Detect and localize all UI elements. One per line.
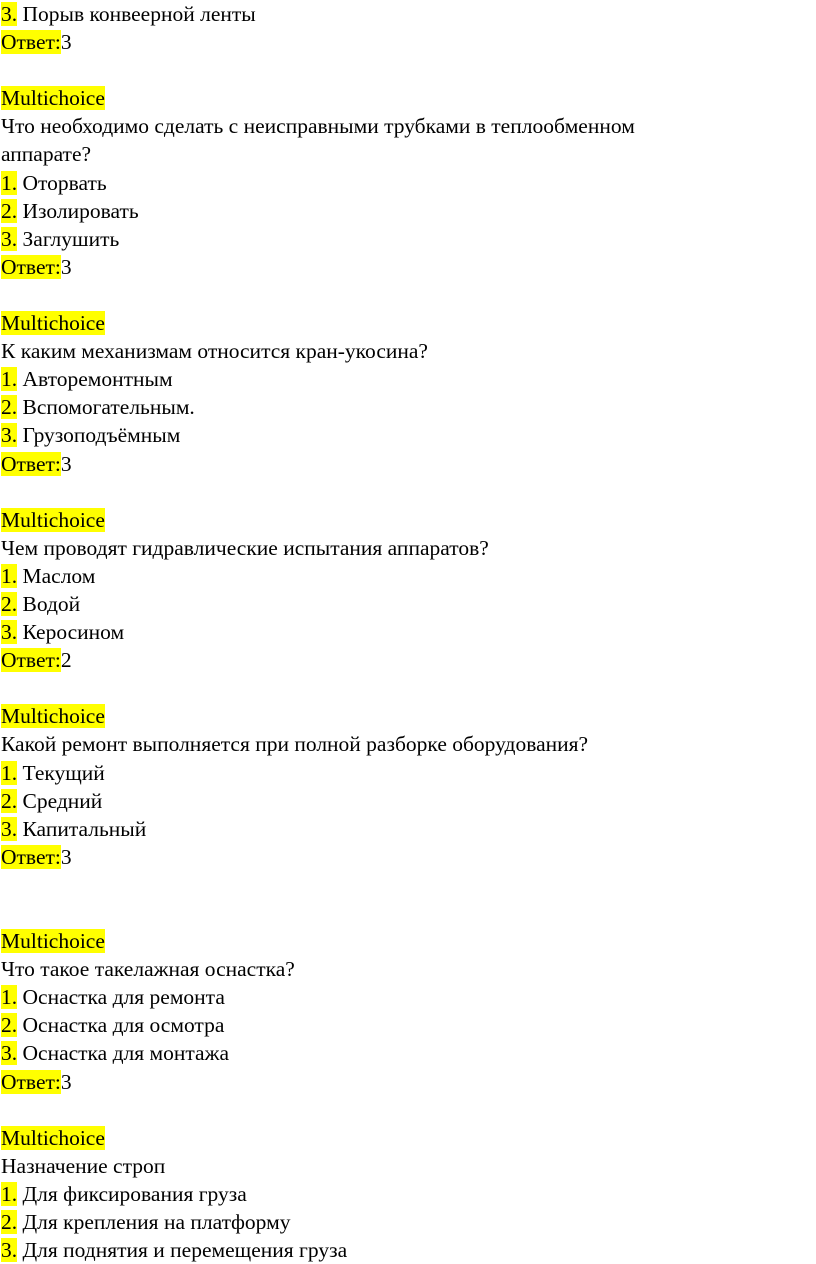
- question-block: [1, 506, 816, 675]
- option-text: Средний: [17, 788, 103, 813]
- option-text: Оторвать: [17, 170, 107, 195]
- question-block: [1, 702, 816, 871]
- answer-label: Ответ:: [1, 1069, 61, 1094]
- option-number: 1.: [1, 760, 18, 785]
- question-type-line: [1, 702, 816, 730]
- option-line: [1, 1011, 816, 1039]
- option-text: Текущий: [17, 760, 105, 785]
- answer-value: 3: [60, 254, 72, 279]
- option-line: [1, 169, 816, 197]
- option-line: [1, 590, 816, 618]
- option-number: 2.: [1, 198, 18, 223]
- answer-label: Ответ:: [1, 30, 61, 55]
- spacer: [1, 1096, 816, 1124]
- spacer: [1, 674, 816, 702]
- question-type-line: [1, 1124, 816, 1152]
- option-line: [1, 1208, 816, 1236]
- option-text: Оснастка для ремонта: [17, 985, 225, 1010]
- option-text: Водой: [17, 591, 81, 616]
- answer-line: [1, 843, 816, 871]
- option-line: [1, 759, 816, 787]
- option-number: 3.: [1, 1041, 18, 1066]
- question-text: аппарате?: [1, 142, 92, 167]
- spacer: [1, 478, 816, 506]
- option-number: 2.: [1, 1013, 18, 1038]
- option-text: Заглушить: [17, 226, 120, 251]
- option-line: [1, 365, 816, 393]
- question-text: Назначение строп: [1, 1153, 166, 1178]
- answer-value: 3: [60, 30, 72, 55]
- question-block: [1, 1124, 816, 1264]
- option-line: [1, 197, 816, 225]
- option-number: 3.: [1, 423, 18, 448]
- option-text: Авторемонтным: [17, 367, 173, 392]
- answer-line: [1, 646, 816, 674]
- answer-value: 3: [60, 451, 72, 476]
- answer-line: [1, 1068, 816, 1096]
- option-number: 2.: [1, 591, 18, 616]
- option-text: Изолировать: [17, 198, 139, 223]
- answer-label: Ответ:: [1, 648, 61, 673]
- option-line: [1, 618, 816, 646]
- answer-label: Ответ:: [1, 844, 61, 869]
- spacer: [1, 56, 816, 84]
- question-block: [1, 309, 816, 478]
- option-number: 1.: [1, 563, 18, 588]
- answer-value: 3: [60, 844, 72, 869]
- option-text: Вспомогательным.: [17, 395, 195, 420]
- option-line: [1, 225, 816, 253]
- option-line: [1, 1180, 816, 1208]
- option-line: [1, 393, 816, 421]
- answer-line: [1, 450, 816, 478]
- option-text: Маслом: [17, 563, 96, 588]
- question-text: К каким механизмам относится кран-укосина?: [1, 339, 428, 364]
- answer-line: [1, 28, 816, 56]
- question-type-label: Multichoice: [1, 311, 105, 336]
- option-number: 3.: [1, 816, 18, 841]
- question-text: Какой ремонт выполняется при полной разборке оборудования?: [1, 732, 589, 757]
- question-type-line: [1, 506, 816, 534]
- option-text: Для крепления на платформу: [17, 1210, 291, 1235]
- option-number: 3.: [1, 1238, 18, 1263]
- option-line: [1, 0, 816, 28]
- question-type-label: Multichoice: [1, 704, 105, 729]
- option-line: [1, 983, 816, 1011]
- option-text: Керосином: [17, 620, 125, 645]
- option-text: Для поднятия и перемещения груза: [17, 1238, 348, 1263]
- option-text: Оснастка для монтажа: [17, 1041, 229, 1066]
- option-line: [1, 815, 816, 843]
- answer-value: 2: [60, 648, 72, 673]
- option-text: Грузоподъёмным: [17, 423, 181, 448]
- question-type-line: [1, 927, 816, 955]
- question-text: Что необходимо сделать с неисправными трубками в теплообменном: [1, 114, 635, 139]
- question-type-line: [1, 84, 816, 112]
- option-line: [1, 421, 816, 449]
- option-text: Порыв конвеерной ленты: [17, 2, 256, 26]
- option-line: [1, 1039, 816, 1067]
- question-block: [1, 927, 816, 1096]
- question-type-label: Multichoice: [1, 86, 105, 111]
- answer-label: Ответ:: [1, 451, 61, 476]
- spacer: [1, 281, 816, 309]
- question-type-label: Multichoice: [1, 507, 105, 532]
- question-type-label: Multichoice: [1, 929, 105, 954]
- option-text: Капитальный: [17, 816, 147, 841]
- answer-line: [1, 253, 816, 281]
- option-number: 3.: [1, 620, 18, 645]
- option-number: 1.: [1, 1181, 18, 1206]
- option-number: 1.: [1, 170, 18, 195]
- option-number: 1.: [1, 985, 18, 1010]
- answer-value: 3: [60, 1069, 72, 1094]
- option-number: 2.: [1, 1210, 18, 1235]
- option-text: Для фиксирования груза: [17, 1181, 247, 1206]
- option-line: [1, 787, 816, 815]
- question-type-label: Multichoice: [1, 1125, 105, 1150]
- option-number: 3.: [1, 226, 18, 251]
- question-text: Чем проводят гидравлические испытания аппаратов?: [1, 535, 489, 560]
- option-line: [1, 1236, 816, 1264]
- option-number: 2.: [1, 395, 18, 420]
- question-block: [1, 84, 816, 281]
- option-number: 1.: [1, 367, 18, 392]
- option-number: 2.: [1, 788, 18, 813]
- answer-label: Ответ:: [1, 254, 61, 279]
- option-line: [1, 562, 816, 590]
- spacer: [1, 871, 816, 927]
- document-page: [1, 0, 816, 1264]
- question-text: Что такое такелажная оснастка?: [1, 957, 295, 982]
- option-text: Оснастка для осмотра: [17, 1013, 225, 1038]
- option-number: 3.: [1, 2, 18, 26]
- question-type-line: [1, 309, 816, 337]
